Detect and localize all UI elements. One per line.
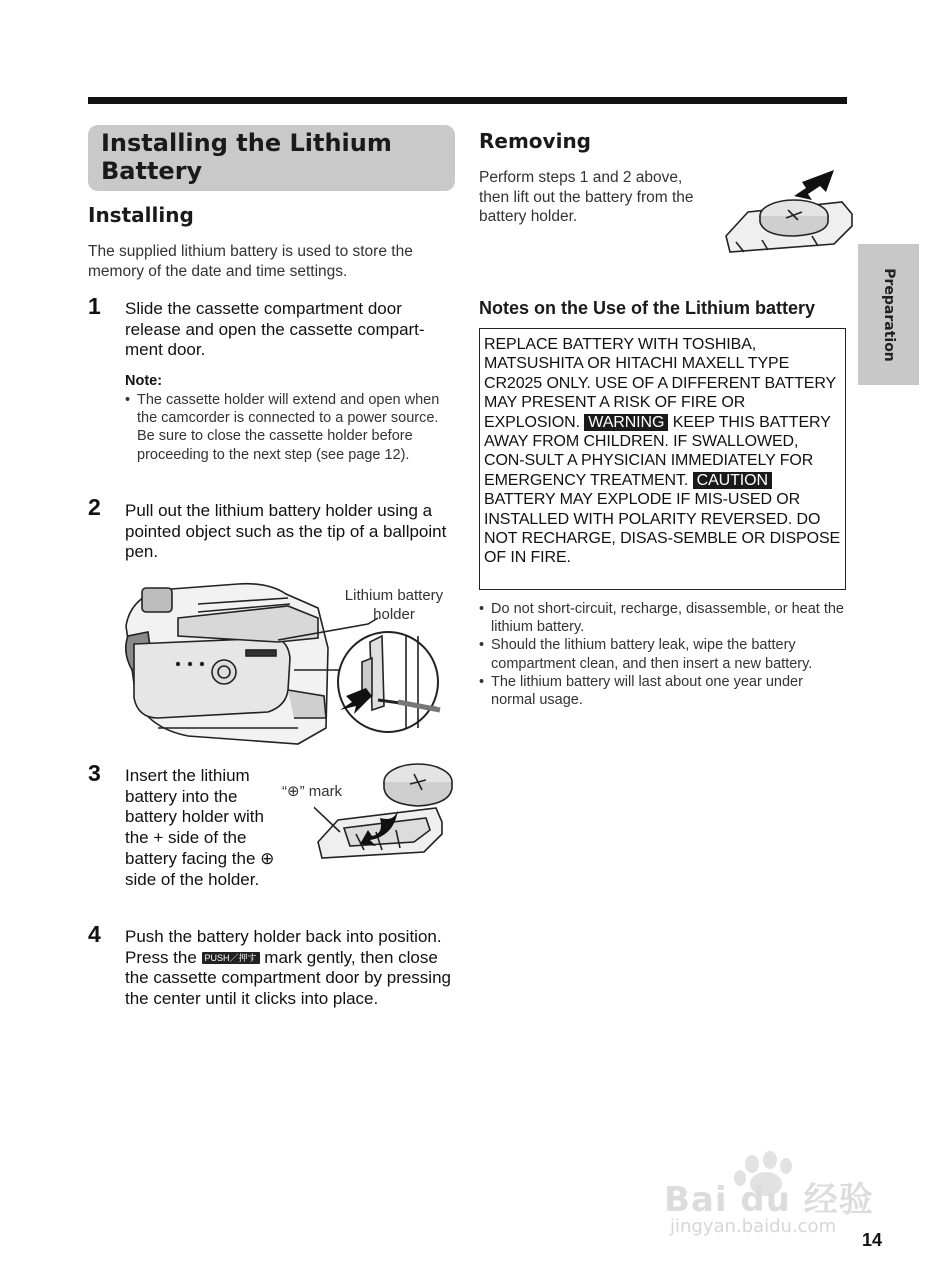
removing-heading: Removing [479, 129, 591, 153]
warning-box [479, 328, 846, 590]
list-item: • Should the lithium battery leak, wipe the battery compartment clean, and then insert a new battery. [479, 636, 849, 672]
page-number: 14 [862, 1230, 883, 1250]
step-3-number: 3 [88, 760, 101, 786]
fig3-caption: “⊕” mark [282, 783, 343, 800]
step-4-number: 4 [88, 921, 101, 947]
battery-removal-illustration [722, 162, 862, 272]
step-4-text-before: Push the battery holder back into position. Press the [125, 927, 442, 967]
step-4-text [125, 927, 457, 1010]
step-2-number: 2 [88, 494, 101, 520]
note-label: Note: [125, 373, 163, 389]
warning-p2: KEEP THIS BATTERY AWAY FROM CHILDREN. IF SWALLOWED, CON-SULT A PHYSICIAN IMMEDIATELY FOR EMERGENCY TREATMENT. [484, 413, 831, 489]
step-2-text: Pull out the lithium battery holder using a pointed object such as the tip of a ballpoint pen. [125, 501, 447, 562]
watermark-brand: Bai du 经验 [664, 1180, 874, 1220]
page-title: Installing the Lithium Battery [101, 129, 392, 185]
watermark-url: jingyan.baidu.com [670, 1216, 837, 1237]
installing-intro: The supplied lithium battery is used to store the memory of the date and time settings. [88, 243, 413, 280]
battery-insert-illustration [314, 760, 474, 870]
note-body: The cassette holder will extend and open when the camcorder is connected to a power source. Be sure to close the cassette holder before proceeding to the next step (see page 12). [137, 392, 440, 463]
note-bullet: • [125, 392, 131, 408]
caution-label: CAUTION [693, 472, 772, 489]
section-title-box [88, 125, 455, 191]
side-tab [858, 244, 919, 385]
step-1-number: 1 [88, 293, 101, 319]
fig1-caption: Lithium battery holder [344, 587, 444, 623]
warning-label: WARNING [584, 414, 668, 431]
step-1-text: Slide the cassette compartment door release and open the cassette compart-ment door. [125, 299, 425, 360]
push-mark-badge: PUSH／押す [202, 952, 260, 964]
list-item: • The lithium battery will last about one year under normal usage. [479, 673, 849, 709]
removing-text: Perform steps 1 and 2 above, then lift out the battery from the battery holder. [479, 169, 694, 225]
step-4-text-after: mark gently, then close the cassette compartment door by pressing the center until it clicks into place. [125, 947, 451, 1009]
notes-bullet-list [479, 600, 849, 709]
warning-p1: REPLACE BATTERY WITH TOSHIBA, MATSUSHITA OR HITACHI MAXELL TYPE CR2025 ONLY. USE OF A DIFFERENT BATTERY MAY PRESENT A RISK OF FIRE OR EXPLOSION. [484, 336, 836, 431]
warning-p3: BATTERY MAY EXPLODE IF MIS-USED OR INSTALLED WITH POLARITY REVERSED. DO NOT RECHARGE, DISAS-SEMBLE OR DISPOSE OF IN FIRE. [484, 491, 841, 567]
list-item: • Do not short-circuit, recharge, disassemble, or heat the lithium battery. [479, 600, 849, 636]
notes-heading: Notes on the Use of the Lithium battery [479, 298, 816, 318]
installing-heading: Installing [88, 203, 194, 227]
warning-text [484, 335, 841, 568]
note-text [125, 391, 460, 464]
top-rule [88, 97, 847, 104]
watermark [662, 1150, 882, 1245]
side-tab-label: Preparation [880, 267, 897, 362]
step-3-text: Insert the lithium battery into the battery holder with the + side of the battery facing the ⊕ side of the holder. [125, 766, 275, 889]
